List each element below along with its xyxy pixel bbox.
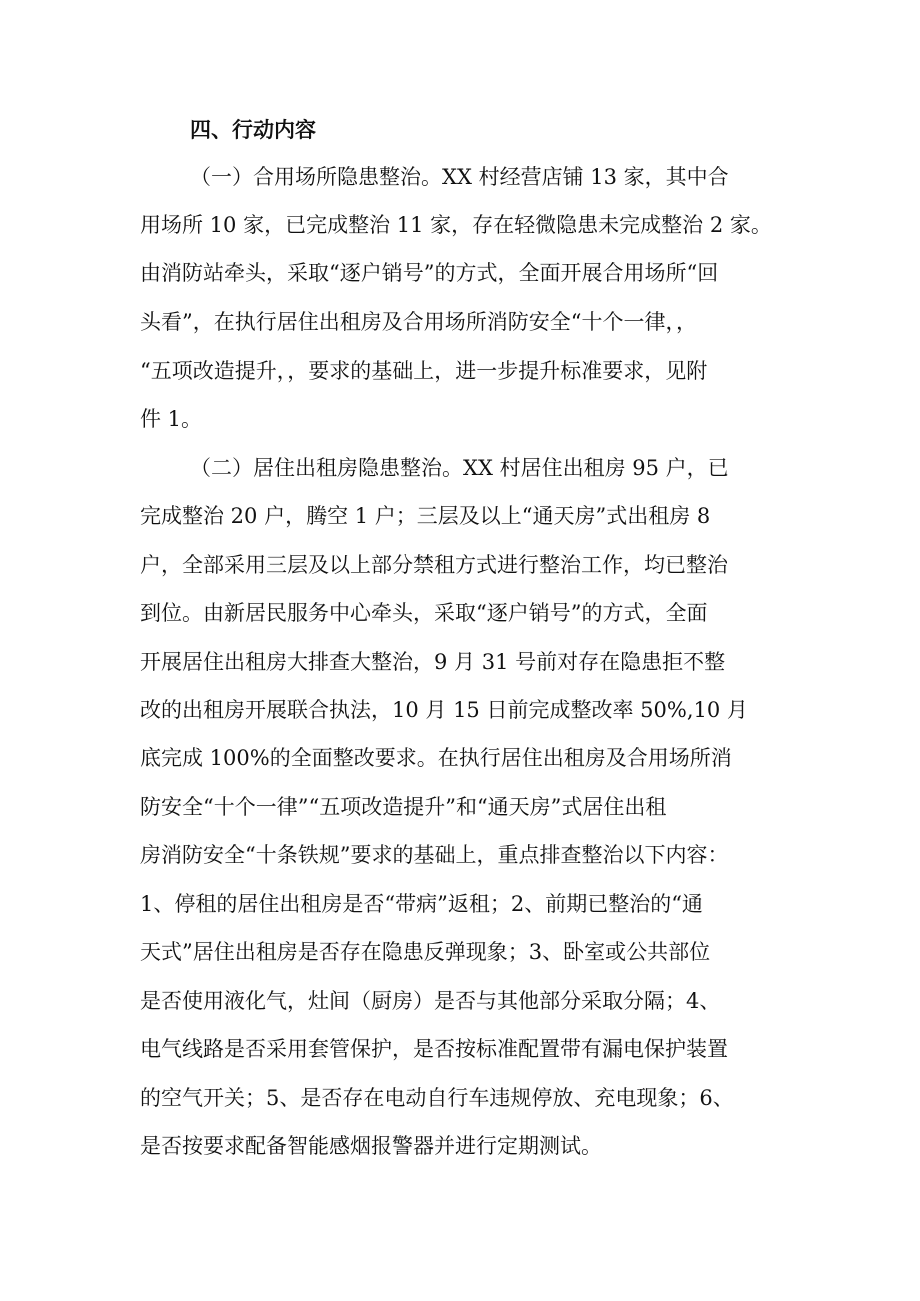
paragraph-2-line-1: （二）居住出租房隐患整治。XX 村居住出租房 95 户，已 — [190, 456, 729, 480]
paragraph-2-line-8: 防安全“十个一律”“五项改造提升”和“通天房”式居住出租 — [140, 795, 667, 819]
paragraph-1-line-1: （一）合用场所隐患整治。XX 村经营店铺 13 家，其中合 — [190, 165, 729, 189]
paragraph-1-line-5: “五项改造提升，，要求的基础上，进一步提升标准要求，见附 — [140, 359, 708, 383]
paragraph-1-line-4: 头看”，在执行居住出租房及合用场所消防安全“十个一律，， — [140, 310, 697, 334]
paragraph-2-line-9: 房消防安全“十条铁规”要求的基础上，重点排查整治以下内容： — [140, 843, 729, 867]
paragraph-1-line-3: 由消防站牵头，采取“逐户销号”的方式，全面开展合用场所“回 — [140, 261, 719, 285]
paragraph-2-line-10: 1、停租的居住出租房是否“带病”返租；2、前期已整治的“通 — [140, 892, 703, 916]
paragraph-2-line-13: 电气线路是否采用套管保护，是否按标准配置带有漏电保护装置 — [140, 1037, 728, 1061]
paragraph-2-line-14: 的空气开关；5、是否存在电动自行车违规停放、充电现象；6、 — [140, 1086, 734, 1110]
paragraph-2-line-11: 天式”居住出租房是否存在隐患反弹现象；3、卧室或公共部位 — [140, 940, 711, 964]
paragraph-2-line-3: 户，全部采用三层及以上部分禁租方式进行整治工作，均已整治 — [140, 553, 728, 577]
paragraph-2-line-6: 改的出租房开展联合执法，10 月 15 日前完成整改率 50%,10 月 — [140, 698, 748, 722]
paragraph-2-line-2: 完成整治 20 户，腾空 1 户；三层及以上“通天房”式出租房 8 — [140, 504, 711, 528]
paragraph-2-line-7: 底完成 100%的全面整改要求。在执行居住出租房及合用场所消 — [140, 746, 732, 770]
section-heading: 四、行动内容 — [190, 118, 316, 142]
paragraph-1-line-6: 件 1。 — [140, 407, 203, 431]
paragraph-2-line-15: 是否按要求配备智能感烟报警器并进行定期测试。 — [140, 1134, 602, 1158]
paragraph-1-line-2: 用场所 10 家，已完成整治 11 家，存在轻微隐患未完成整治 2 家。 — [140, 213, 772, 237]
paragraph-2-line-5: 开展居住出租房大排查大整治，9 月 31 号前对存在隐患拒不整 — [140, 650, 726, 674]
paragraph-2-line-4: 到位。由新居民服务中心牵头，采取“逐户销号”的方式，全面 — [140, 601, 708, 625]
paragraph-2-line-12: 是否使用液化气，灶间（厨房）是否与其他部分采取分隔；4、 — [140, 989, 721, 1013]
